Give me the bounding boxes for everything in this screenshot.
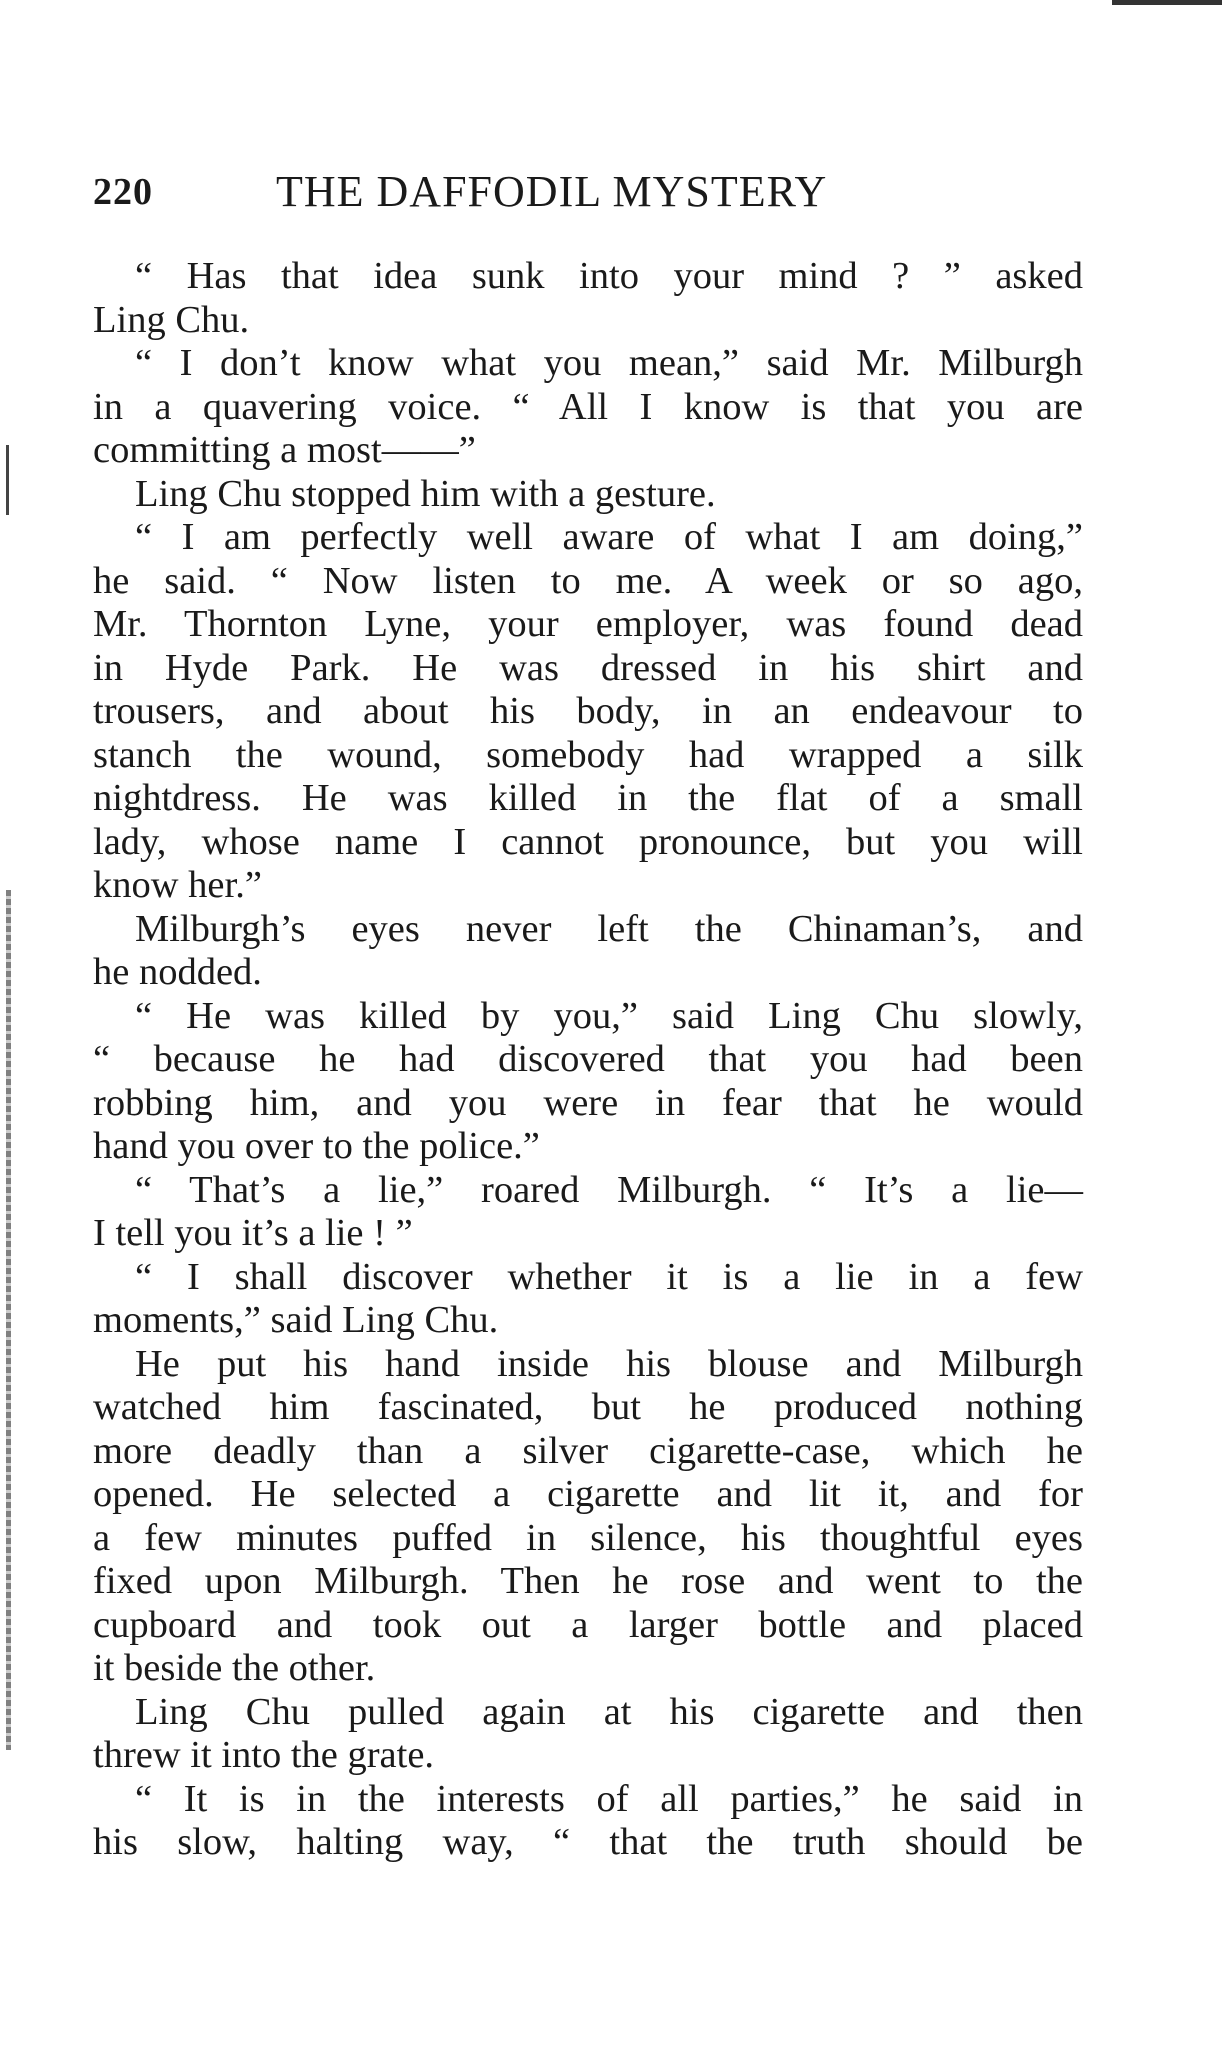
text-line: fixed upon Milburgh. Then he rose and went to the <box>93 1560 1083 1602</box>
text-line: “ He was killed by you,” said Ling Chu slowly, <box>135 994 1083 1037</box>
paragraph <box>93 1343 1083 1691</box>
text-line: in Hyde Park. He was dressed in his shirt and <box>93 646 1083 689</box>
text-line: stanch the wound, somebody had wrapped a silk <box>93 733 1083 776</box>
binding-edge <box>6 890 11 1750</box>
page-number: 220 <box>93 171 153 213</box>
text-line: in a quavering voice. “ All I know is that you are <box>93 385 1083 428</box>
binding-mark <box>6 445 9 515</box>
text-line: “ I am perfectly well aware of what I am doing,” <box>135 516 1083 558</box>
text-line: “ I shall discover whether it is a lie in a few <box>135 1255 1083 1298</box>
text-line: He put his hand inside his blouse and Milburgh <box>135 1342 1083 1385</box>
text-line: moments,” said Ling Chu. <box>93 1299 499 1341</box>
text-line: robbing him, and you were in fear that he would <box>93 1081 1083 1124</box>
text-line: know her.” <box>93 864 262 906</box>
text-line: watched him fascinated, but he produced nothing <box>93 1386 1083 1428</box>
text-line: it beside the other. <box>93 1647 376 1689</box>
text-line: committing a most——” <box>93 429 476 471</box>
text-line: threw it into the grate. <box>93 1734 435 1776</box>
running-title: THE DAFFODIL MYSTERY <box>276 167 828 216</box>
text-line: cupboard and took out a larger bottle and placed <box>93 1603 1083 1646</box>
paragraph <box>93 908 1083 995</box>
text-line: “ because he had discovered that you had been <box>93 1038 1083 1080</box>
text-line: more deadly than a silver cigarette-case, which he <box>93 1429 1083 1472</box>
text-line: “ I don’t know what you mean,” said Mr. Milburgh <box>135 342 1083 384</box>
text-line: hand you over to the police.” <box>93 1125 540 1167</box>
paragraph <box>93 255 1083 342</box>
paragraph <box>93 342 1083 473</box>
text-line: Ling Chu stopped him with a gesture. <box>135 472 716 515</box>
text-line: I tell you it’s a lie ! ” <box>93 1212 413 1254</box>
text-line: he nodded. <box>93 951 262 993</box>
text-line: “ It is in the interests of all parties,” he said in <box>135 1777 1083 1820</box>
text-line: lady, whose name I cannot pronounce, but you will <box>93 820 1083 863</box>
scan-edge-mark <box>1112 0 1222 5</box>
paragraph <box>93 995 1083 1169</box>
text-line: he said. “ Now listen to me. A week or so ago, <box>93 559 1083 602</box>
text-line: opened. He selected a cigarette and lit it, and for <box>93 1473 1083 1515</box>
running-header <box>93 165 1083 219</box>
text-line: a few minutes puffed in silence, his thoughtful eyes <box>93 1516 1083 1559</box>
text-line: Ling Chu. <box>93 298 250 341</box>
paragraph <box>93 516 1083 908</box>
text-line: “ Has that idea sunk into your mind ? ” asked <box>135 255 1083 297</box>
paragraph <box>93 1169 1083 1256</box>
text-line: Milburgh’s eyes never left the Chinaman’s, and <box>135 907 1083 950</box>
text-line: his slow, halting way, “ that the truth should be <box>93 1821 1083 1863</box>
paragraph <box>93 1778 1083 1865</box>
paragraph <box>93 473 1083 517</box>
paragraph <box>93 1691 1083 1778</box>
text-line: nightdress. He was killed in the flat of a small <box>93 777 1083 819</box>
text-line: “ That’s a lie,” roared Milburgh. “ It’s a lie— <box>135 1168 1083 1211</box>
body-text <box>93 255 1083 1865</box>
text-line: trousers, and about his body, in an endeavour to <box>93 690 1083 732</box>
text-line: Ling Chu pulled again at his cigarette and then <box>135 1690 1083 1733</box>
paragraph <box>93 1256 1083 1343</box>
text-line: Mr. Thornton Lyne, your employer, was found dead <box>93 603 1083 645</box>
